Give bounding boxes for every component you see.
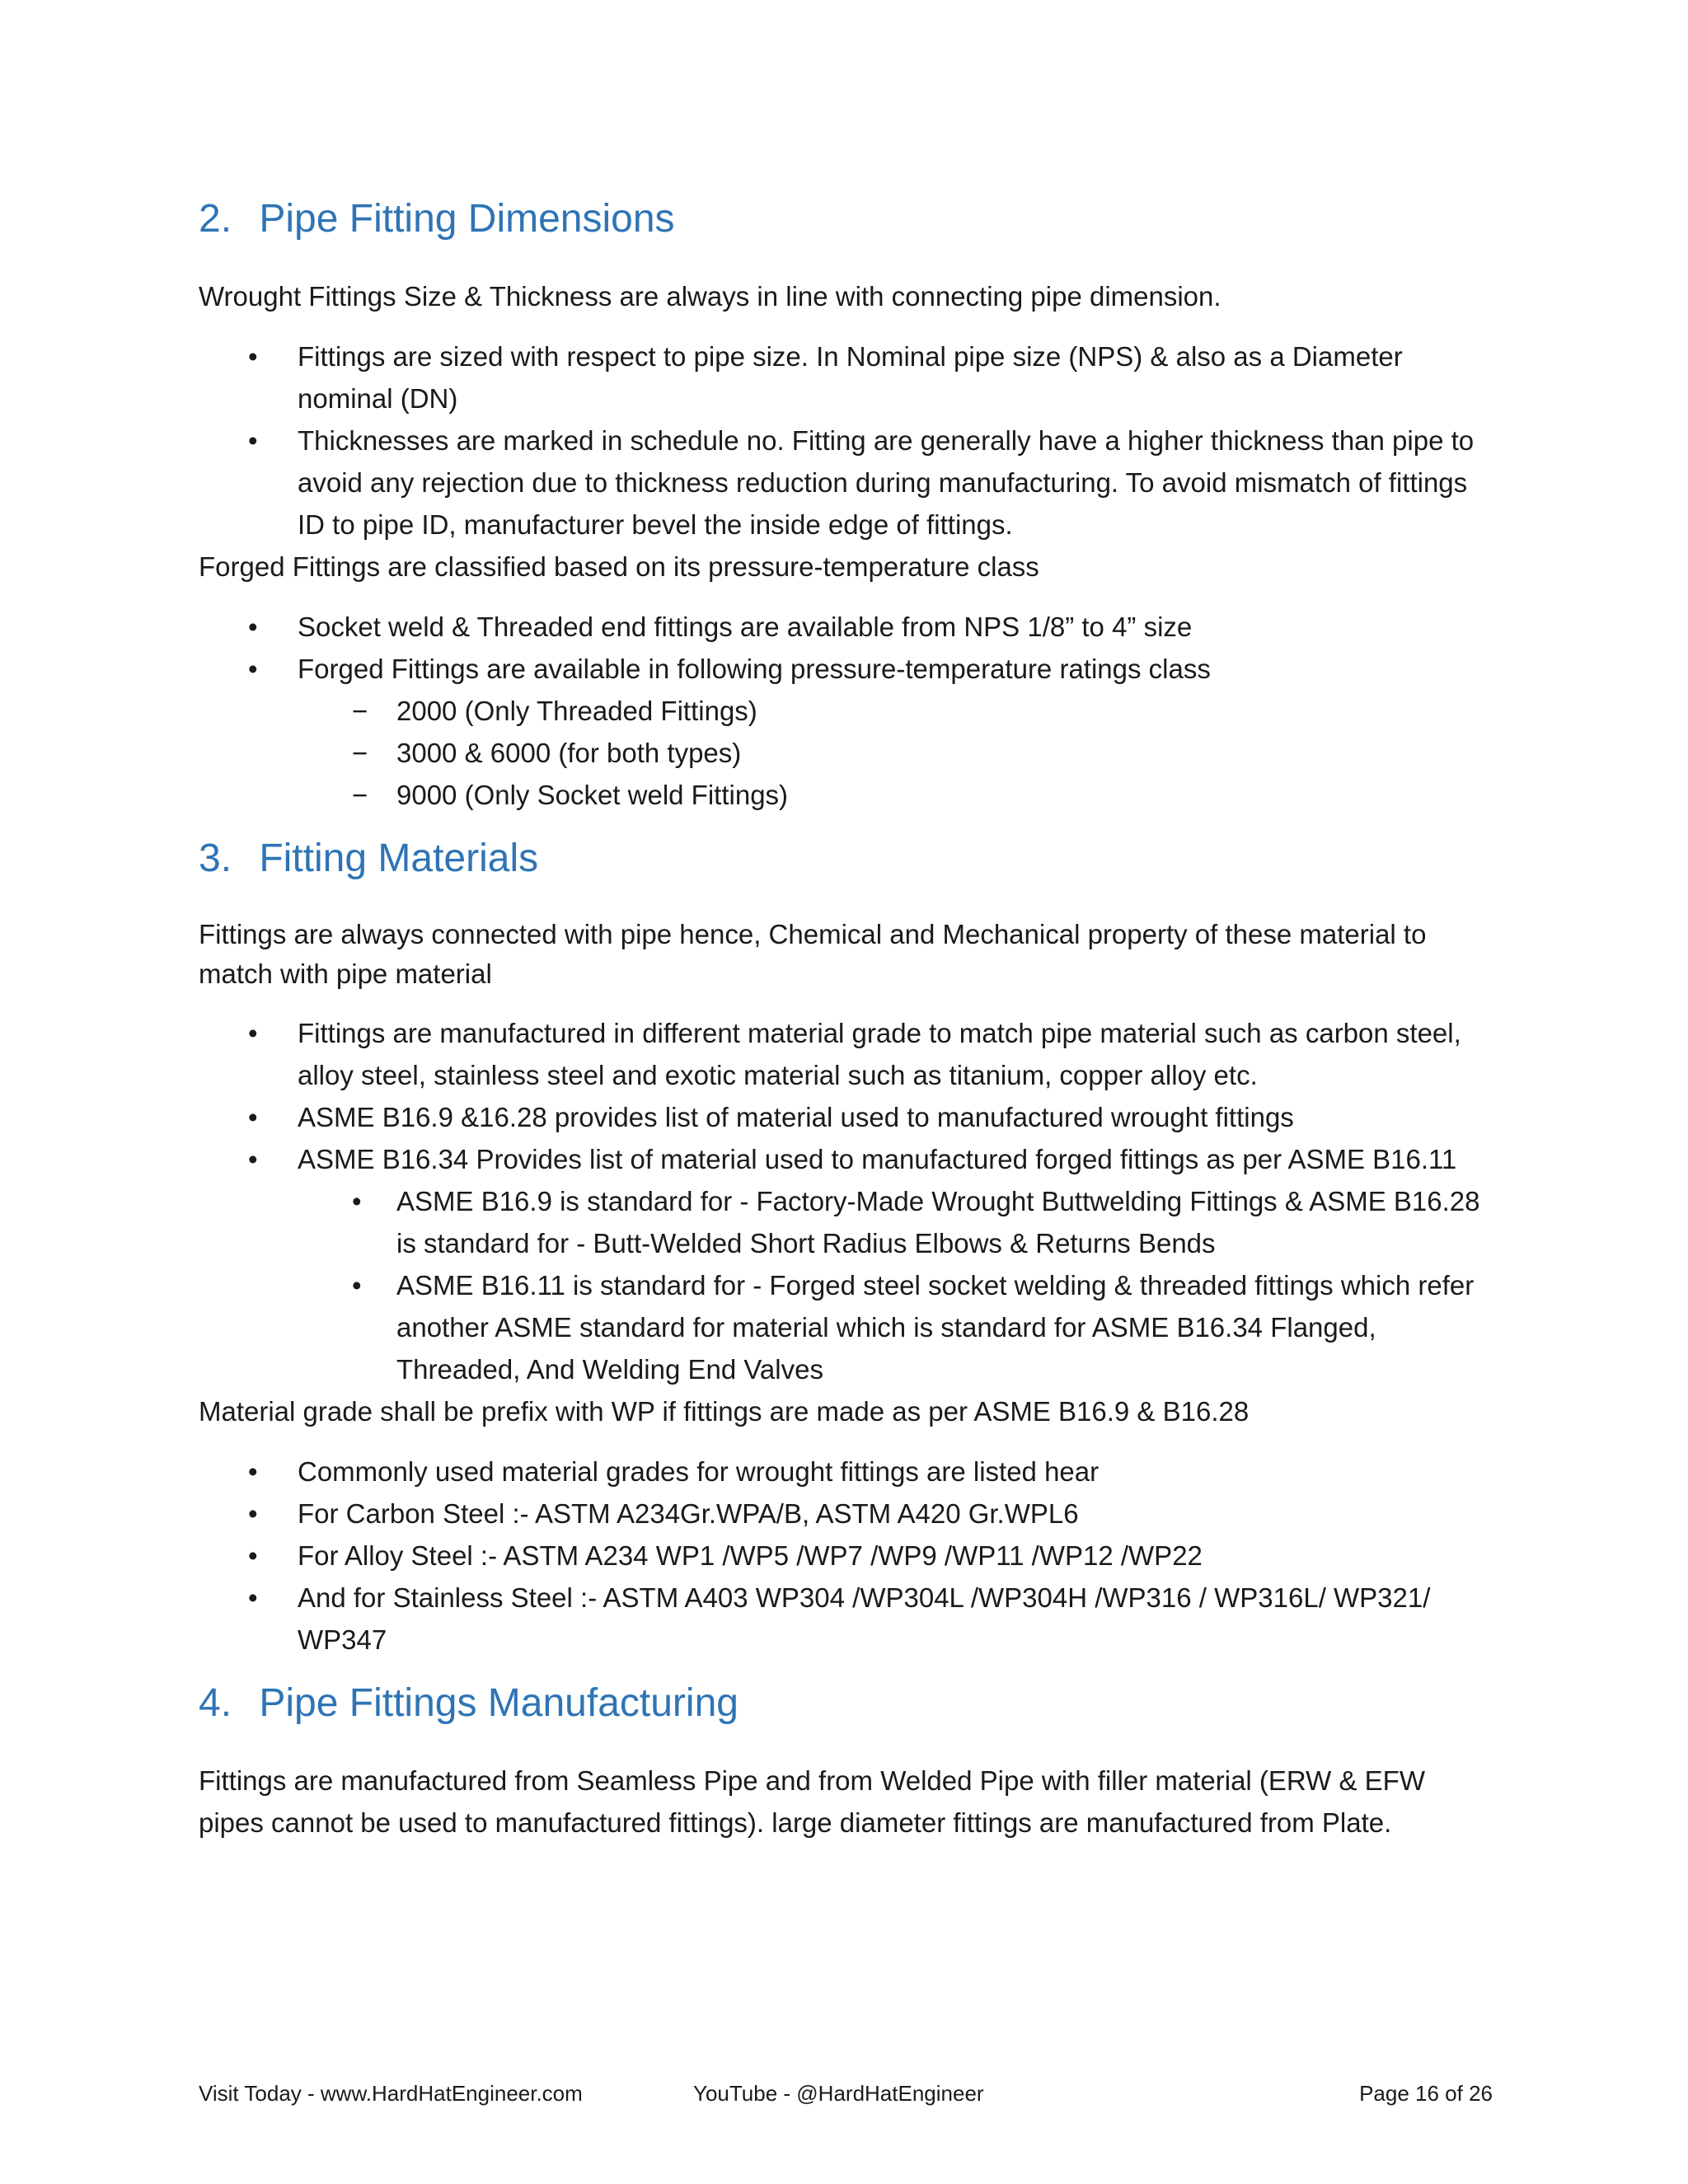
section-number: 4. [199, 1681, 232, 1725]
list-item [298, 1264, 1493, 1390]
list-item [199, 1012, 1493, 1096]
footer-youtube: YouTube - @HardHatEngineer [693, 2081, 984, 2106]
list-item-text: ASME B16.9 is standard for - Factory-Made Wrought Buttwelding Fittings & ASME B16.28 is standard for - Butt-Welded Short Radius Elbows & Returns Bends [396, 1186, 1480, 1258]
section-number: 3. [199, 837, 232, 880]
list-item [199, 606, 1493, 648]
list-item [199, 1096, 1493, 1138]
list-item-text: Socket weld & Threaded end fittings are available from NPS 1/8” to 4” size [298, 612, 1193, 642]
paragraph: Fittings are manufactured from Seamless Pipe and from Welded Pipe with filler material (ERW & EFW pipes cannot be used to manufactured fittings). large diameter fittings are manufactured from Plate. [199, 1765, 1425, 1838]
section-title: Fitting Materials [259, 837, 539, 880]
bullet-marker: • [248, 341, 258, 372]
dash-marker: − [352, 738, 368, 768]
list-item-text: Commonly used material grades for wrought fittings are listed hear [298, 1456, 1100, 1487]
list-item [199, 648, 1493, 816]
page-content [199, 194, 1493, 1862]
list-item-text: For Carbon Steel :- ASTM A234Gr.WPA/B, ASTM A420 Gr.WPL6 [298, 1498, 1079, 1529]
list-item [199, 1535, 1493, 1577]
bullet-list [199, 1451, 1493, 1661]
list-item [199, 1493, 1493, 1535]
list-item-text: Fittings are sized with respect to pipe size. In Nominal pipe size (NPS) & also as a Diameter nominal (DN) [298, 341, 1403, 414]
bullet-list [199, 335, 1493, 546]
list-item-text: Thicknesses are marked in schedule no. Fitting are generally have a higher thickness than pipe to avoid any rejection due to thickness reduction during manufacturing. To avoid mismatch of fittings ID to pipe ID, manufacturer bevel the inside edge of fittings. [298, 425, 1475, 540]
list-item-text: 3000 & 6000 (for both types) [396, 738, 742, 768]
list-item-text: Forged Fittings are available in following pressure-temperature ratings class [298, 654, 1211, 684]
list-item-text: ASME B16.9 &16.28 provides list of material used to manufactured wrought fittings [298, 1102, 1294, 1132]
bullet-marker: • [248, 1582, 258, 1613]
bullet-marker: • [248, 1456, 258, 1487]
list-item [298, 1180, 1493, 1264]
list-item-text: 9000 (Only Socket weld Fittings) [396, 780, 789, 810]
sub-bullet-list [298, 1180, 1493, 1390]
section-number: 2. [199, 197, 232, 241]
footer-page-number: Page 16 of 26 [1359, 2081, 1493, 2106]
list-item-text: 2000 (Only Threaded Fittings) [396, 696, 757, 726]
bullet-marker: • [248, 654, 258, 684]
paragraph: Fittings are always connected with pipe hence, Chemical and Mechanical property of these material to match with pipe material [199, 919, 1427, 989]
list-item [298, 732, 1493, 774]
bullet-marker: • [248, 1498, 258, 1529]
list-item [199, 1451, 1493, 1493]
section-heading [199, 194, 1493, 244]
section-heading [199, 1679, 1493, 1728]
dash-marker: − [352, 780, 368, 810]
bullet-marker: • [248, 1102, 258, 1132]
list-item-text: ASME B16.34 Provides list of material used to manufactured forged fittings as per ASME B16.11 [298, 1144, 1457, 1174]
page-footer [199, 2081, 1493, 2114]
bullet-marker: • [248, 1018, 258, 1048]
paragraph: Wrought Fittings Size & Thickness are always in line with connecting pipe dimension. [199, 281, 1221, 312]
list-item-text: And for Stainless Steel :- ASTM A403 WP304 /WP304L /WP304H /WP316 / WP316L/ WP321/ WP347 [298, 1582, 1431, 1655]
list-item [199, 1138, 1493, 1390]
list-item-text: ASME B16.11 is standard for - Forged steel socket welding & threaded fittings which refer another ASME standard for material which is standard for ASME B16.34 Flanged, Threaded, And Welding End Valves [396, 1270, 1475, 1385]
section-heading [199, 834, 1493, 883]
list-item [199, 419, 1493, 546]
section-title: Pipe Fitting Dimensions [259, 197, 675, 241]
paragraph: Material grade shall be prefix with WP if fittings are made as per ASME B16.9 & B16.28 [199, 1396, 1250, 1427]
bullet-marker: • [352, 1270, 362, 1301]
bullet-marker: • [248, 612, 258, 642]
bullet-marker: • [248, 425, 258, 456]
section-title: Pipe Fittings Manufacturing [259, 1681, 738, 1725]
bullet-marker: • [352, 1186, 362, 1216]
list-item [199, 1577, 1493, 1661]
list-item-text: For Alloy Steel :- ASTM A234 WP1 /WP5 /WP7 /WP9 /WP11 /WP12 /WP22 [298, 1540, 1203, 1571]
dash-marker: − [352, 696, 368, 726]
bullet-list [199, 1012, 1493, 1390]
list-item [298, 690, 1493, 732]
footer-website: Visit Today - www.HardHatEngineer.com [199, 2081, 583, 2106]
dash-list [298, 690, 1493, 816]
bullet-marker: • [248, 1144, 258, 1174]
list-item [298, 774, 1493, 816]
bullet-marker: • [248, 1540, 258, 1571]
paragraph: Forged Fittings are classified based on its pressure-temperature class [199, 551, 1039, 582]
list-item [199, 335, 1493, 419]
bullet-list [199, 606, 1493, 816]
list-item-text: Fittings are manufactured in different material grade to match pipe material such as carbon steel, alloy steel, stainless steel and exotic material such as titanium, copper alloy etc. [298, 1018, 1461, 1090]
